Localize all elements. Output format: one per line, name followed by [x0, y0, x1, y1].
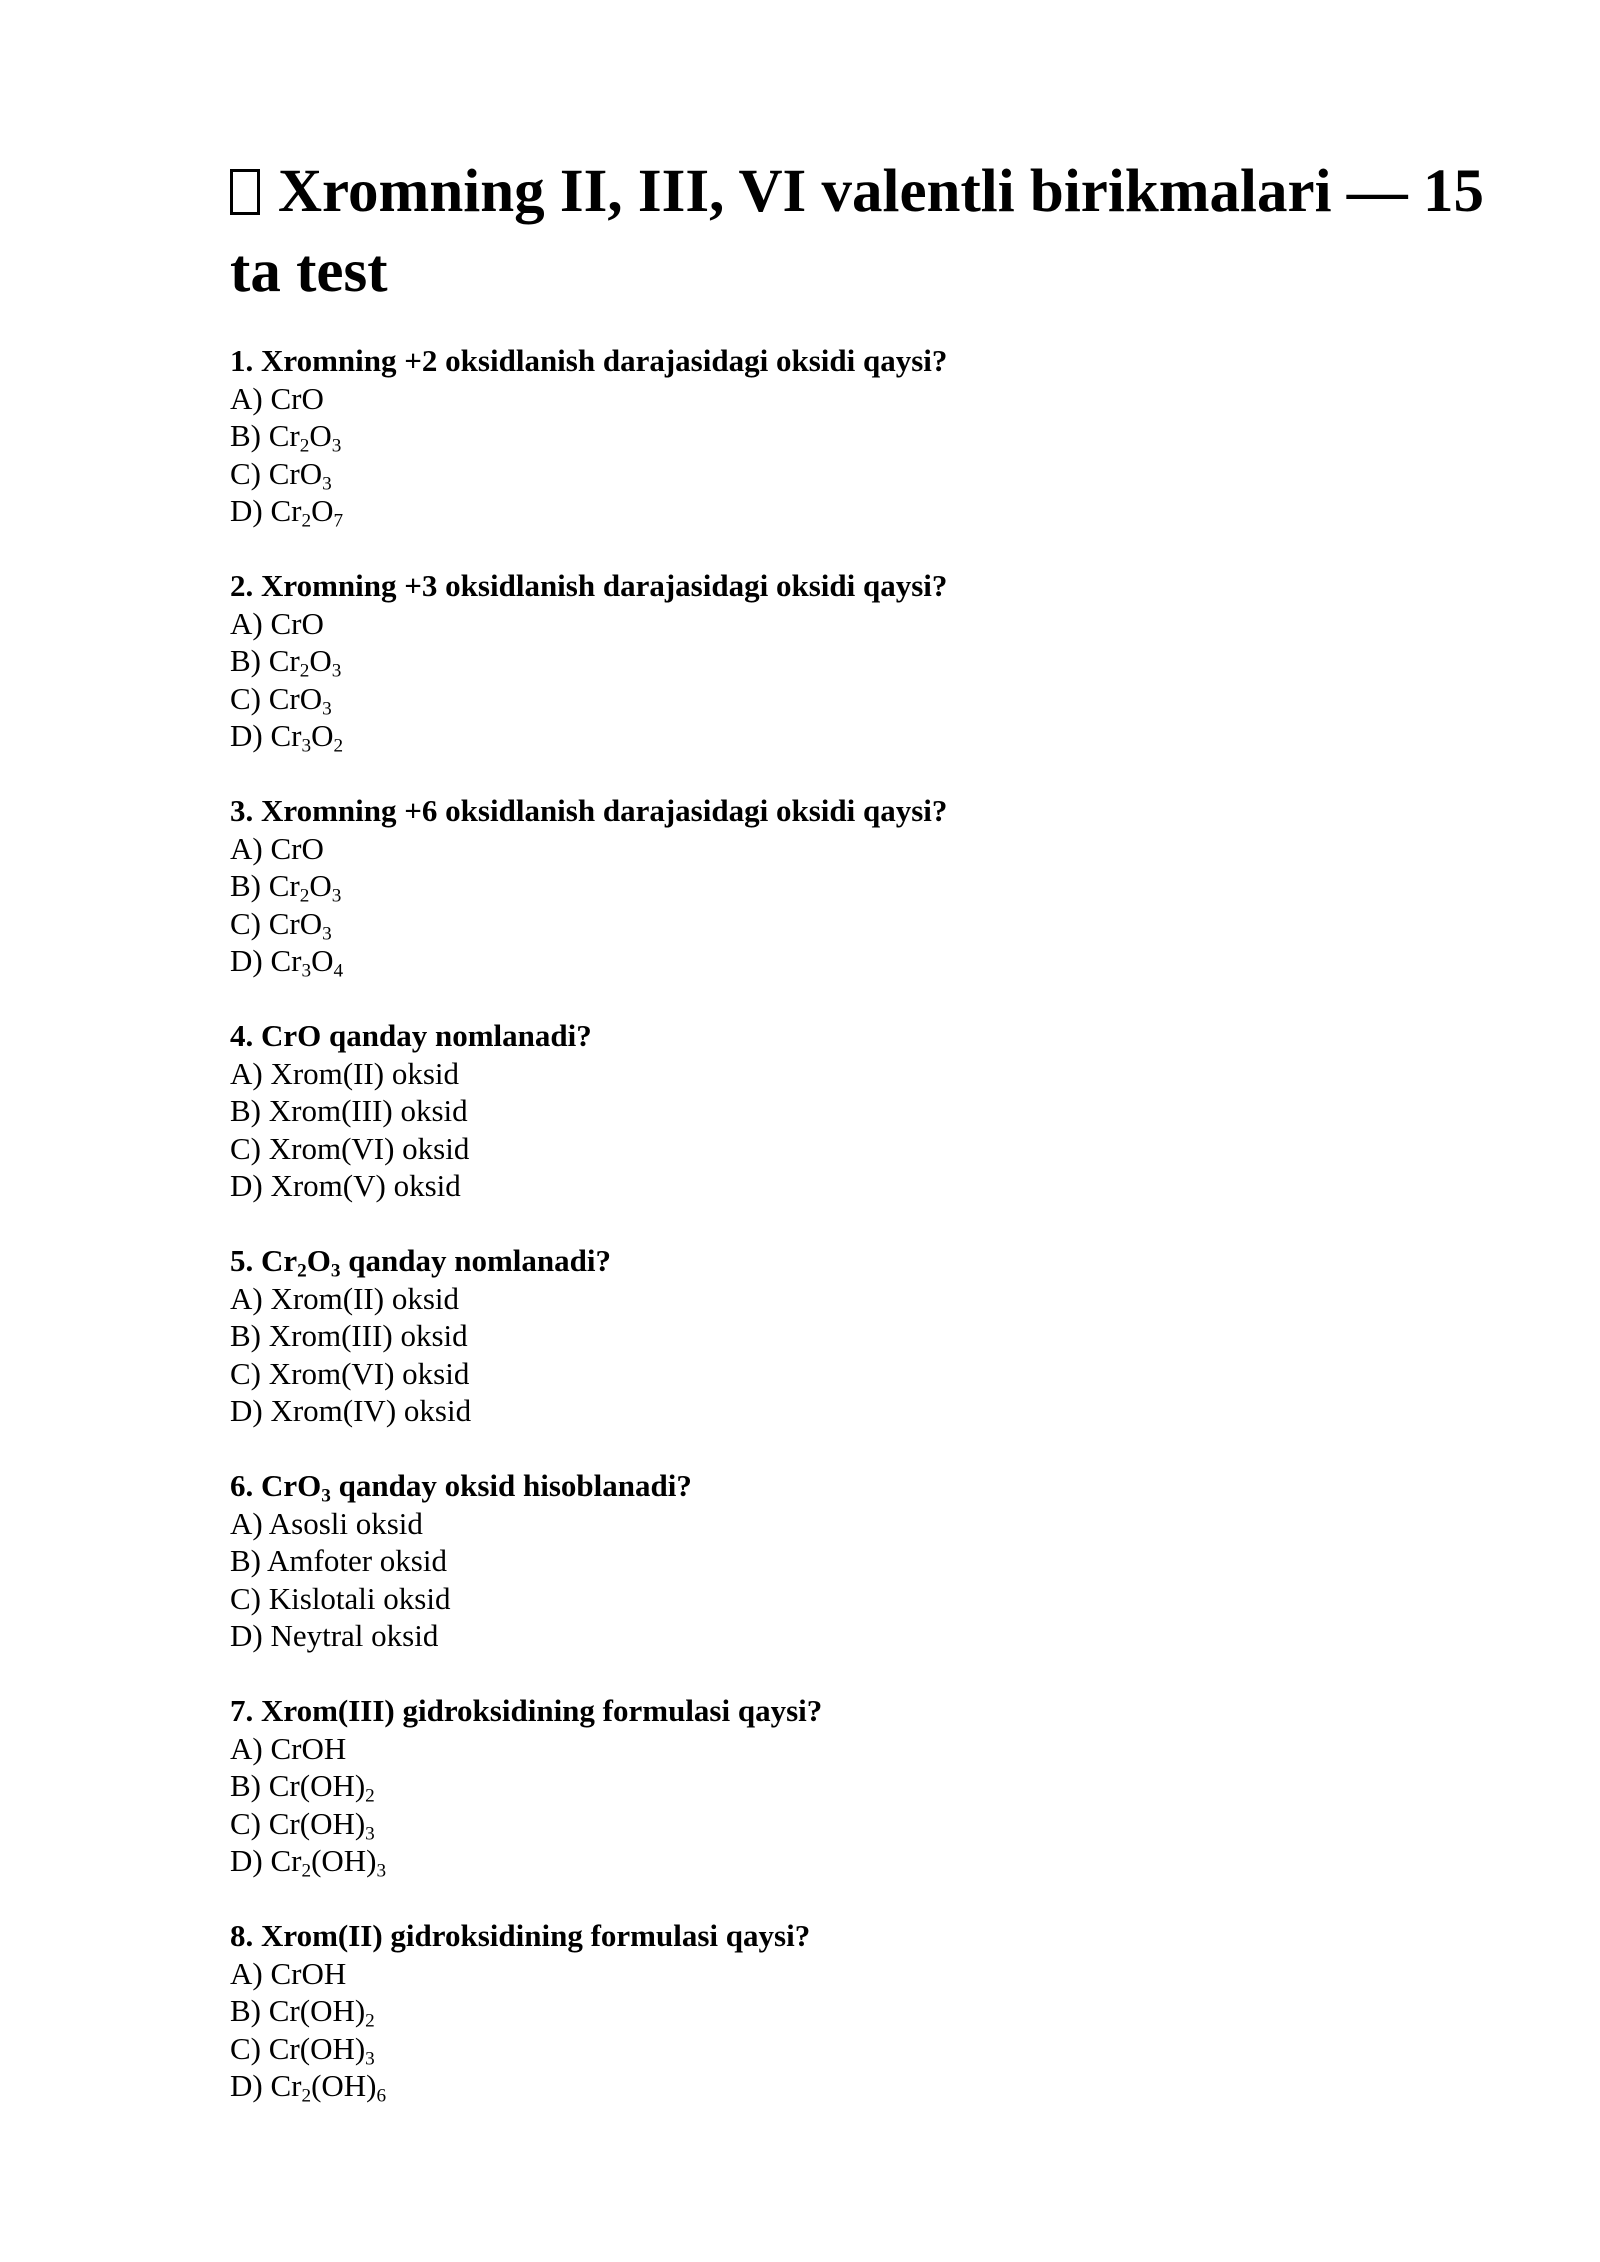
subscript: 2 [299, 435, 310, 457]
text-segment: C) Xrom(VI) oksid [230, 1130, 470, 1166]
text-segment: D) Cr [230, 2068, 302, 2103]
text-segment: Xrom(II) gidroksidining formulasi qaysi? [261, 1918, 811, 1953]
subscript: 2 [301, 510, 312, 532]
answer-option-A [230, 1730, 1530, 1768]
text-segment: O [309, 418, 332, 453]
subscript: 2 [301, 1860, 312, 1882]
subscript: 3 [365, 2047, 375, 2069]
text-segment: D) Cr [230, 718, 302, 753]
text-segment: A) CrO [230, 830, 324, 866]
answer-option-D [230, 1392, 1530, 1430]
answer-option-C [230, 1355, 1530, 1393]
question-number: 6. [230, 1468, 254, 1503]
subscript: 2 [299, 885, 310, 907]
text-segment: A) CrO [230, 380, 324, 416]
subscript: 3 [301, 960, 312, 982]
answer-option-A [230, 830, 1530, 868]
answer-option-C [230, 2030, 1530, 2068]
subscript: 3 [331, 435, 342, 457]
text-segment: CrO [261, 1468, 322, 1503]
text-segment: B) Xrom(III) oksid [230, 1318, 468, 1353]
answer-option-B [230, 1992, 1530, 2030]
question-text [230, 1467, 1530, 1505]
subscript: 3 [331, 660, 342, 682]
text-segment: O [311, 718, 334, 753]
question-text [230, 567, 1530, 605]
document-title-text: Xromning II, III, VI valentli birikmalari — 15 ta test [230, 158, 1485, 305]
document-title [230, 152, 1530, 312]
text-segment: A) Asosli oksid [230, 1505, 423, 1541]
text-segment: B) Cr [230, 868, 300, 903]
text-segment: Xromning +3 oksidlanish darajasidagi oksidi qaysi? [261, 568, 948, 603]
question-text [230, 1692, 1530, 1730]
answer-option-D [230, 717, 1530, 755]
subscript: 7 [333, 510, 344, 532]
text-segment: A) Xrom(II) oksid [230, 1055, 460, 1091]
answer-option-D [230, 942, 1530, 980]
subscript: 2 [301, 2085, 312, 2107]
text-segment: C) Cr(OH) [230, 2030, 366, 2066]
answer-option-A [230, 1955, 1530, 1993]
subscript: 2 [333, 735, 344, 757]
answer-option-A [230, 605, 1530, 643]
text-segment: qanday oksid hisoblanadi? [330, 1468, 692, 1503]
answer-option-C [230, 1805, 1530, 1843]
text-segment: D) Cr [230, 943, 302, 978]
answer-option-B [230, 1767, 1530, 1805]
subscript: 6 [376, 2085, 387, 2107]
text-segment: D) Xrom(V) oksid [230, 1168, 461, 1203]
question-number: 4. [230, 1018, 254, 1053]
subscript: 4 [333, 960, 344, 982]
question-3 [230, 792, 1530, 980]
text-segment: CrO qanday nomlanadi? [261, 1018, 592, 1053]
subscript: 2 [297, 1260, 307, 1282]
text-segment: B) Cr(OH) [230, 1993, 366, 2028]
text-segment: B) Xrom(III) oksid [230, 1093, 468, 1128]
text-segment: D) Neytral oksid [230, 1618, 439, 1653]
answer-option-C [230, 455, 1530, 493]
question-6 [230, 1467, 1530, 1655]
answer-option-B [230, 417, 1530, 455]
text-segment: O [309, 643, 332, 678]
answer-option-C [230, 905, 1530, 943]
answer-option-D [230, 1167, 1530, 1205]
question-text [230, 1917, 1530, 1955]
text-segment: Xromning +2 oksidlanish darajasidagi oksidi qaysi? [261, 343, 948, 378]
answer-option-D [230, 1617, 1530, 1655]
text-segment: C) Cr(OH) [230, 1805, 366, 1841]
answer-option-D [230, 1842, 1530, 1880]
subscript: 2 [365, 2010, 375, 2032]
text-segment: B) Cr [230, 643, 300, 678]
text-segment: qanday nomlanadi? [340, 1243, 611, 1278]
subscript: 3 [376, 1860, 387, 1882]
question-2 [230, 567, 1530, 755]
text-segment: (OH) [311, 1843, 377, 1878]
question-list [230, 342, 1530, 2105]
answer-option-B [230, 867, 1530, 905]
text-segment: O [309, 868, 332, 903]
subscript: 3 [322, 697, 332, 719]
question-number: 3. [230, 793, 254, 828]
subscript: 3 [365, 1822, 375, 1844]
text-segment: A) CrOH [230, 1730, 347, 1766]
question-number: 5. [230, 1243, 254, 1278]
text-segment: (OH) [311, 2068, 377, 2103]
text-segment: A) CrO [230, 605, 324, 641]
subscript: 3 [331, 885, 342, 907]
text-segment: Xromning +6 oksidlanish darajasidagi oksidi qaysi? [261, 793, 948, 828]
subscript: 2 [365, 1785, 375, 1807]
text-segment: Cr [261, 1243, 298, 1278]
document-page [230, 152, 1530, 2142]
question-8 [230, 1917, 1530, 2105]
question-text [230, 1242, 1530, 1280]
answer-option-A [230, 1280, 1530, 1318]
text-segment: Xrom(III) gidroksidining formulasi qaysi? [261, 1693, 823, 1728]
text-segment: C) Xrom(VI) oksid [230, 1355, 470, 1391]
text-segment: B) Amfoter oksid [230, 1543, 447, 1578]
subscript: 3 [301, 735, 312, 757]
question-7 [230, 1692, 1530, 1880]
text-segment: B) Cr [230, 418, 300, 453]
question-4 [230, 1017, 1530, 1205]
text-segment: D) Cr [230, 1843, 302, 1878]
answer-option-A [230, 380, 1530, 418]
missing-glyph-icon [230, 169, 260, 215]
question-number: 1. [230, 343, 254, 378]
question-5 [230, 1242, 1530, 1430]
question-text [230, 342, 1530, 380]
text-segment: B) Cr(OH) [230, 1768, 366, 1803]
answer-option-B [230, 1542, 1530, 1580]
text-segment: O [306, 1243, 331, 1278]
text-segment: O [311, 943, 334, 978]
text-segment: A) CrOH [230, 1955, 347, 1991]
answer-option-B [230, 642, 1530, 680]
subscript: 3 [330, 1260, 341, 1282]
text-segment: C) CrO [230, 455, 323, 491]
answer-option-C [230, 1130, 1530, 1168]
question-number: 8. [230, 1918, 254, 1953]
text-segment: C) Kislotali oksid [230, 1580, 451, 1616]
question-text [230, 1017, 1530, 1055]
subscript: 3 [322, 472, 332, 494]
answer-option-B [230, 1317, 1530, 1355]
answer-option-C [230, 680, 1530, 718]
subscript: 3 [322, 922, 332, 944]
subscript: 2 [299, 660, 310, 682]
text-segment: C) CrO [230, 680, 323, 716]
subscript: 3 [321, 1485, 331, 1507]
text-segment: C) CrO [230, 905, 323, 941]
answer-option-A [230, 1055, 1530, 1093]
answer-option-D [230, 492, 1530, 530]
text-segment: D) Cr [230, 493, 302, 528]
question-number: 2. [230, 568, 254, 603]
answer-option-D [230, 2067, 1530, 2105]
answer-option-A [230, 1505, 1530, 1543]
answer-option-C [230, 1580, 1530, 1618]
question-number: 7. [230, 1693, 254, 1728]
answer-option-B [230, 1092, 1530, 1130]
text-segment: O [311, 493, 334, 528]
text-segment: A) Xrom(II) oksid [230, 1280, 460, 1316]
question-1 [230, 342, 1530, 530]
text-segment: D) Xrom(IV) oksid [230, 1393, 472, 1428]
question-text [230, 792, 1530, 830]
